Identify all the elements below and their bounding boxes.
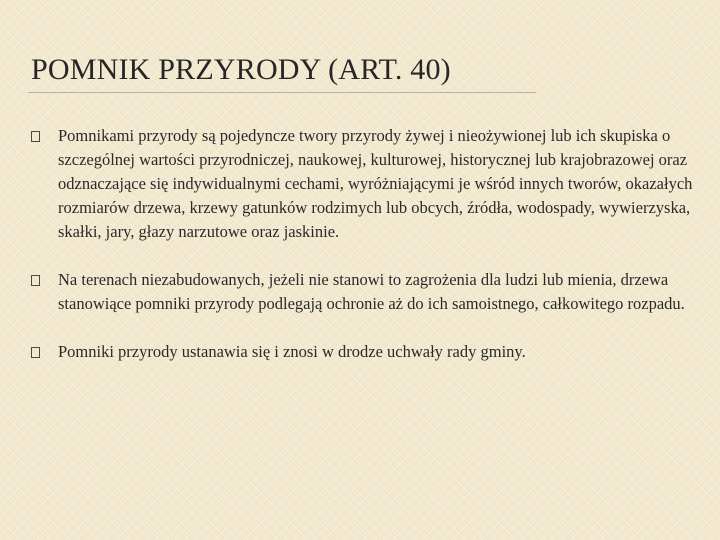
- bullet-text: Pomniki przyrody ustanawia się i znosi w drodze uchwały rady gminy.: [58, 342, 526, 361]
- bullet-item: [28, 268, 708, 316]
- square-bullet-icon: [31, 347, 40, 358]
- title-underline: [28, 92, 536, 93]
- square-bullet-icon: [31, 131, 40, 142]
- slide-title: POMNIK PRZYRODY (ART. 40): [31, 53, 451, 86]
- bullet-text: Na terenach niezabudowanych, jeżeli nie stanowi to zagrożenia dla ludzi lub mienia, drzewa stanowiące pomniki przyrody podlegają ochronie aż do ich samoistnego, całkowitego rozpadu.: [58, 270, 685, 313]
- bullet-list: [28, 124, 708, 364]
- square-bullet-icon: [31, 275, 40, 286]
- bullet-item: [28, 124, 708, 244]
- bullet-text: Pomnikami przyrody są pojedyncze twory przyrody żywej i nieożywionej lub ich skupiska o szczególnej wartości przyrodniczej, naukowej, kulturowej, historycznej lub krajobrazowej oraz odznaczające się indywidualnymi cechami, wyróżniającymi je wśród innych tworów, okazałych rozmiarów drzewa, krzewy gatunków rodzimych lub obcych, źródła, wodospady, wywierzyska, skałki, jary, głazy narzutowe oraz jaskinie.: [58, 126, 693, 241]
- bullet-item: [28, 340, 708, 364]
